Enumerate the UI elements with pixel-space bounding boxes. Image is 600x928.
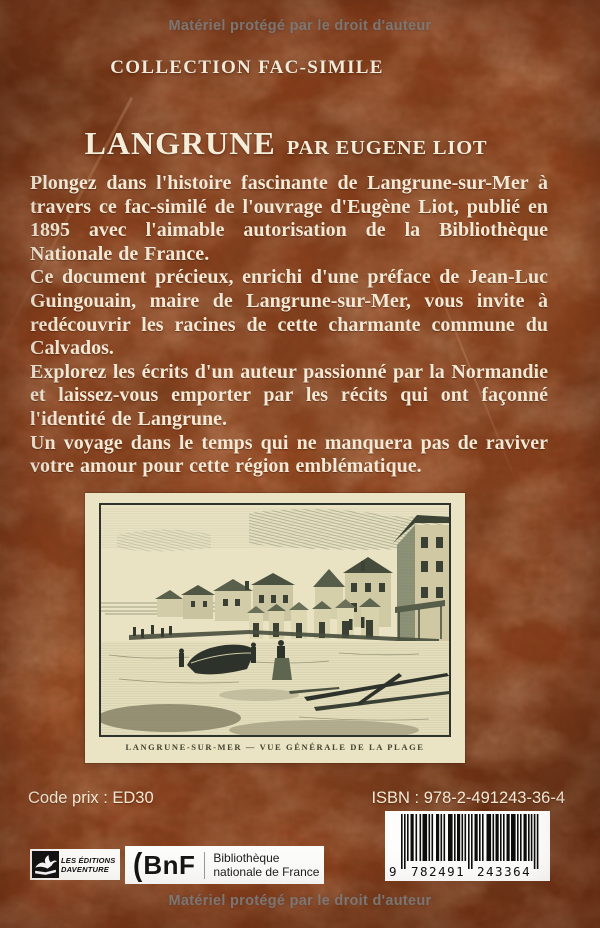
barcode-digit-group2: 243364 [477,864,532,879]
bnf-divider [204,852,205,879]
publisher-logo-daventure [30,849,120,880]
bnf-brace-glyph: ( [133,846,143,883]
daventure-line1: LES ÉDITIONS [61,855,116,865]
barcode [385,811,550,881]
collection-heading: COLLECTION FAC-SIMILE [110,57,384,78]
book-title: LANGRUNE [84,125,276,161]
description-paragraph: Ce document précieux, enrichi d'une préface de Jean-Luc Guingouain, maire de Langrune-sur-Mer, vous invite à redécouvrir les racines de cette charmante commune du Calvados. [30,266,548,360]
publisher-logo-bnf [125,846,324,884]
description-paragraph: Explorez les écrits d'un auteur passionné par la Normandie et laissez-vous emporter par les récits qui ont façonné l'identité de Langrune. [30,360,548,430]
bnf-acronym: BnF [143,850,196,880]
description-paragraph: Un voyage dans le temps qui ne manquera pas de raviver votre amour pour cette région emblématique. [30,431,548,478]
isbn-number: ISBN : 978-2-491243-36-4 [371,789,565,807]
daventure-line2: DAVENTURE [61,864,109,874]
daventure-wordmark [61,856,116,874]
copyright-watermark-top: Matériel protégé par le droit d'auteur [168,18,432,34]
title-line [0,125,586,162]
engraving-plate [85,493,465,763]
barcode-digit-first: 9 [389,864,399,879]
bnf-line1: Bibliothèque [213,850,280,865]
bnf-fullname [213,851,319,880]
beach-engraving-illustration [99,503,451,737]
back-cover-description [30,172,548,479]
book-author-subtitle: PAR EUGENE LIOT [286,137,488,159]
copyright-watermark-bottom: Matériel protégé par le droit d'auteur [168,893,432,909]
barcode-digit-group1: 782491 [411,864,466,879]
engraving-caption: LANGRUNE-SUR-MER — VUE GÉNÉRALE DE LA PLAGE [125,742,425,752]
price-code: Code prix : ED30 [28,789,154,807]
description-paragraph: Plongez dans l'histoire fascinante de Langrune-sur-Mer à travers ce fac-similé de l'ouvrage d'Eugène Liot, publié en 1895 avec l'aimable autorisation de la Bibliothèque Nationale de France. [30,172,548,265]
bnf-line2: nationale de France [213,865,320,879]
daventure-bird-book-icon [32,851,59,878]
